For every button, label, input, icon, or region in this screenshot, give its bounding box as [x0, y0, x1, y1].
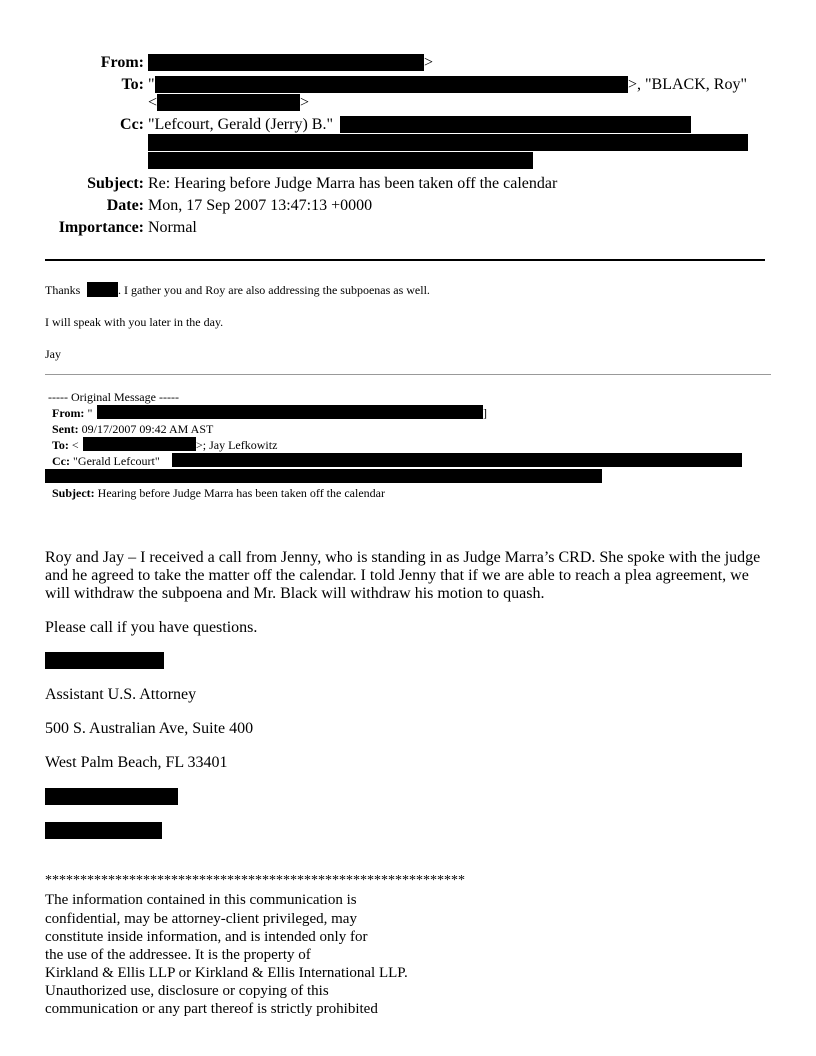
to-open: " — [148, 76, 155, 93]
redaction-from — [148, 54, 424, 71]
redaction-orig-from — [97, 405, 483, 419]
orig-from-close: ] — [483, 406, 487, 420]
disclaimer-line: Kirkland & Ellis LLP or Kirkland & Ellis International LLP. — [45, 965, 408, 981]
orig-to-tail: >; Jay Lefkowitz — [196, 438, 278, 452]
orig-sent-label: Sent: — [52, 422, 79, 436]
orig-sent-value: 09/17/2007 09:42 AM AST — [81, 422, 214, 436]
to-line2-open: < — [148, 94, 158, 111]
redaction-cc-3 — [148, 152, 533, 169]
paragraph1-line2: and he agreed to take the matter off the calendar. I told Jenny that if we are able to reach a plea agreement, we — [45, 567, 749, 584]
redaction-orig-cc-2 — [45, 469, 602, 483]
reply-line2: I will speak with you later in the day. — [45, 315, 224, 329]
orig-subject-value: Hearing before Judge Marra has been taken off the calendar — [97, 486, 385, 500]
date-value: Mon, 17 Sep 2007 13:47:13 +0000 — [148, 197, 373, 214]
original-divider: ----- Original Message ----- — [48, 390, 179, 404]
orig-to-label: To: — [52, 438, 69, 452]
from-label: From: — [100, 54, 144, 71]
paragraph1-line3: will withdraw the subpoena and Mr. Black will withdraw his motion to quash. — [45, 585, 545, 602]
orig-subject-label: Subject: — [52, 486, 95, 500]
disclaimer-line: the use of the addressee. It is the property of — [45, 947, 311, 963]
to-tail: >, "BLACK, Roy" — [628, 76, 747, 93]
reply-thanks-post: . I gather you and Roy are also addressing the subpoenas as well. — [118, 283, 430, 297]
redaction-sig-name — [45, 652, 164, 669]
reply-divider — [45, 374, 771, 375]
header-divider — [45, 259, 765, 261]
sig-address2: West Palm Beach, FL 33401 — [45, 754, 228, 771]
cc-label: Cc: — [120, 116, 144, 133]
redaction-cc-2 — [148, 134, 748, 151]
sig-title: Assistant U.S. Attorney — [45, 686, 197, 703]
importance-label: Importance: — [58, 219, 144, 236]
orig-from-open: " — [87, 406, 93, 420]
disclaimer-line: Unauthorized use, disclosure or copying of this — [45, 983, 329, 999]
subject-label: Subject: — [87, 175, 144, 192]
orig-cc-value: "Gerald Lefcourt" — [73, 454, 160, 468]
reply-thanks-pre: Thanks — [45, 283, 81, 297]
subject-value: Re: Hearing before Judge Marra has been taken off the calendar — [148, 175, 558, 192]
disclaimer-line: confidential, may be attorney-client privileged, may — [45, 911, 357, 927]
orig-to-open: < — [71, 438, 79, 452]
disclaimer-line: constitute inside information, and is intended only for — [45, 929, 368, 945]
reply-signoff: Jay — [45, 347, 61, 361]
disclaimer-line: The information contained in this communication is — [45, 892, 357, 908]
redaction-to-2 — [157, 94, 300, 111]
date-label: Date: — [106, 197, 144, 214]
orig-from-label: From: — [52, 406, 85, 420]
redaction-to-1 — [155, 76, 628, 93]
orig-cc-label: Cc: — [52, 454, 70, 468]
to-label: To: — [121, 76, 144, 93]
to-line2-close: > — [300, 94, 310, 111]
redaction-thanks — [87, 282, 118, 297]
importance-value: Normal — [148, 219, 197, 236]
redaction-sig-email — [45, 822, 162, 839]
disclaimer-stars: ************************************************************ — [45, 873, 465, 888]
redaction-orig-to — [83, 437, 196, 451]
from-tail: > — [424, 54, 434, 71]
redaction-cc-1 — [340, 116, 691, 133]
cc-value: "Lefcourt, Gerald (Jerry) B." — [148, 116, 333, 133]
sig-address1: 500 S. Australian Ave, Suite 400 — [45, 720, 254, 737]
redaction-sig-phone — [45, 788, 178, 805]
redaction-orig-cc-1 — [172, 453, 742, 467]
paragraph1-line1: Roy and Jay – I received a call from Jenny, who is standing in as Judge Marra’s CRD. She spoke with the judge — [45, 549, 761, 566]
disclaimer-line: communication or any part thereof is strictly prohibited — [45, 1001, 378, 1017]
paragraph2: Please call if you have questions. — [45, 619, 258, 636]
